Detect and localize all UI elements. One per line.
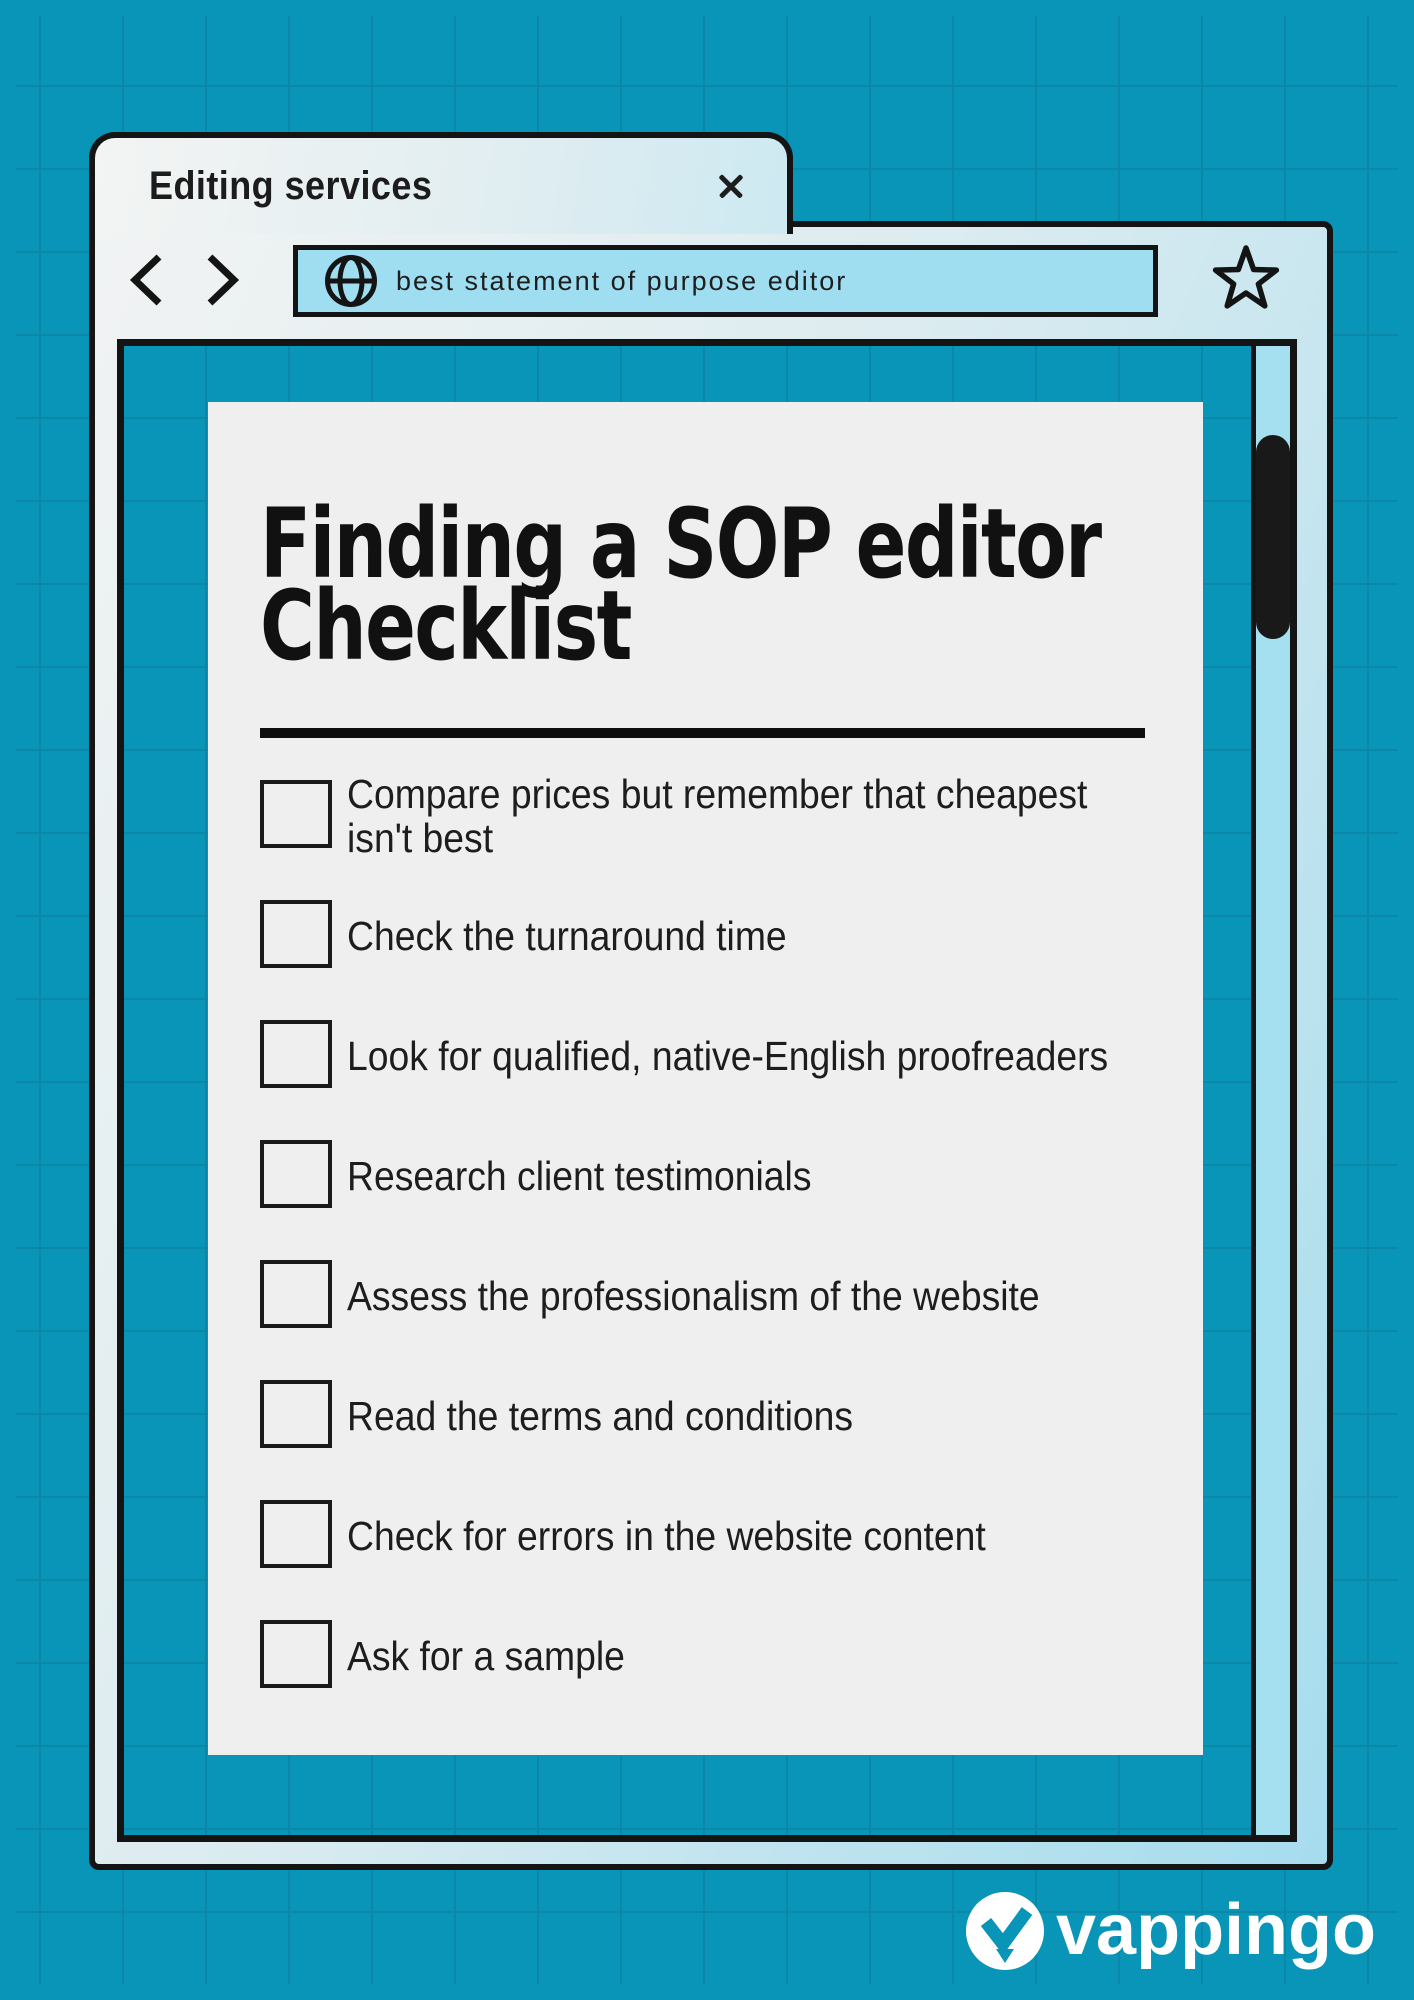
checkbox[interactable] [260,1620,332,1688]
item-text-line: Compare prices but remember that cheapest [347,771,1088,817]
checklist-item-label [347,1510,986,1558]
check-icon [966,1892,1044,1970]
forward-button[interactable] [206,252,240,308]
item-text-line: Check for errors in the website content [347,1513,986,1559]
browser-tab[interactable] [89,132,793,234]
checkbox[interactable] [260,1500,332,1568]
checklist-item-label [347,1270,1040,1318]
scrollbar-thumb[interactable] [1256,435,1290,639]
title-line-1: Finding a SOP editor [260,488,1101,600]
title-line-2: Checklist [260,570,631,682]
item-text-line: isn't best [347,815,494,861]
chevron-left-icon [129,252,163,308]
bookmark-button[interactable] [1211,244,1281,314]
item-text-line: Read the terms and conditions [347,1393,854,1439]
checklist-card [208,402,1203,1755]
close-icon[interactable] [717,172,745,200]
title-divider [260,728,1145,738]
checkbox[interactable] [260,1260,332,1328]
item-text-line: Assess the professionalism of the website [347,1273,1040,1319]
star-icon [1211,244,1281,314]
checkbox[interactable] [260,780,332,848]
chevron-right-icon [206,252,240,308]
checklist-row [260,900,830,968]
globe-icon [324,254,378,308]
checklist-item-label [347,1150,812,1198]
checklist-item-label [347,1390,853,1438]
checkbox[interactable] [260,1380,332,1448]
url-text[interactable]: best statement of purpose editor [396,265,848,296]
checklist-row [260,1260,1108,1328]
checklist-row [260,1140,857,1208]
checklist-item-label [347,910,787,958]
checklist-item-label [347,1030,1108,1078]
item-text-line: Check the turnaround time [347,913,787,959]
checklist-row [260,1500,1049,1568]
vappingo-logo-text: vappingo [1056,1890,1376,1970]
tab-title: Editing services [149,163,433,208]
item-text-line: Ask for a sample [347,1633,625,1679]
checklist-item-label [347,1630,625,1678]
checklist-item-label [347,768,1087,860]
checkbox[interactable] [260,1020,332,1088]
item-text-line: Look for qualified, native-English proofreaders [347,1033,1109,1079]
vappingo-logo-mark [966,1892,1044,1970]
checklist-row [260,1620,652,1688]
checkbox[interactable] [260,900,332,968]
checkbox[interactable] [260,1140,332,1208]
back-button[interactable] [129,252,163,308]
checklist-row [260,1020,1183,1088]
page-content [124,346,1251,1835]
checklist-row [260,771,1161,861]
content-frame [117,339,1297,1842]
address-bar[interactable] [293,245,1158,317]
checklist-title [260,488,1101,682]
checklist-row [260,1380,903,1448]
item-text-line: Research client testimonials [347,1153,812,1199]
scrollbar-track[interactable] [1256,346,1290,1835]
